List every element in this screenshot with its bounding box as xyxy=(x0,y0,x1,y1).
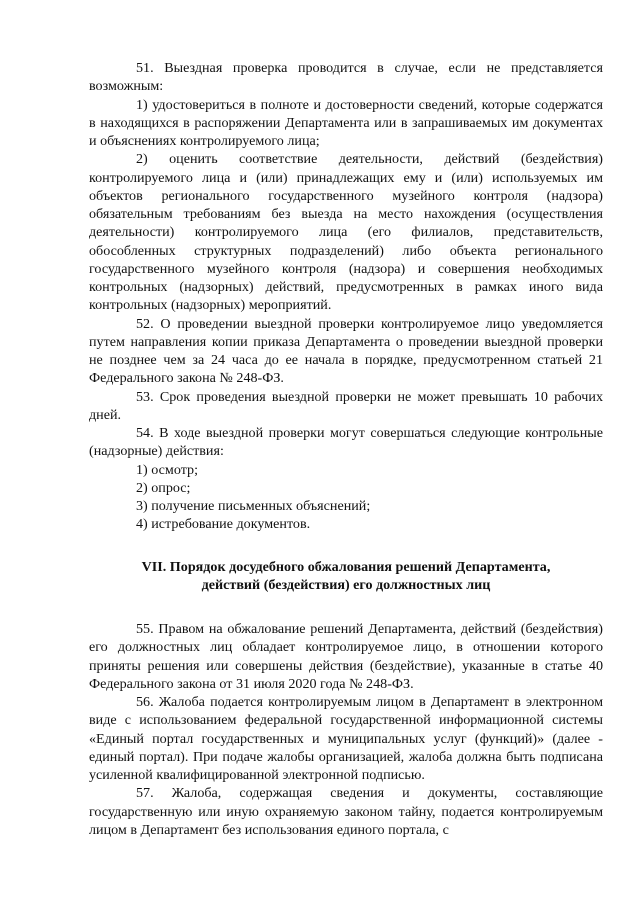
paragraph-51: 51. Выездная проверка проводится в случае, если не представляется возможным: xyxy=(89,60,603,95)
paragraph-53: 53. Срок проведения выездной проверки не может превышать 10 рабочих дней. xyxy=(89,388,603,423)
paragraph-54: 54. В ходе выездной проверки могут совершаться следующие контрольные (надзорные) действия: xyxy=(89,425,603,460)
paragraph-52: 52. О проведении выездной проверки контролируемое лицо уведомляется путем направления копии приказа Департамента о проведении выездной проверки не позднее чем за 24 часа до ее начала в порядке, предусмотренном статьей 21 Федерального закона № 248-ФЗ. xyxy=(89,315,603,387)
paragraph-51-item-2: 2) оценить соответствие деятельности, действий (бездействия) контролируемого лица и (или) принадлежащих ему и (или) используемых им объектов регионального государственного музейного контроля (надзора) обязательным требованиям без выезда на место нахождения (осуществления деятельности) контролируемого лица (его филиалов, представительств, обособленных структурных подразделений) либо объекта регионального государственного музейного контроля (надзора) и совершения необходимых контрольных (надзорных) действий, предусмотренных в рамках иного вида контрольных (надзорных) мероприятий. xyxy=(89,151,603,314)
list-item-written-explanations: 3) получение письменных объяснений; xyxy=(136,498,371,514)
document-page xyxy=(89,59,603,839)
list-item-document-request: 4) истребование документов. xyxy=(136,516,311,533)
paragraph-56: 56. Жалоба подается контролируемым лицом в Департамент в электронном виде с использованием федеральной государственной информационной системы «Единый портал государственных и муниципальных услуг (функций)» (далее - единый портал). При подаче жалобы организацией, жалоба должна быть подписана усиленной квалифицированной электронной подписью. xyxy=(89,694,603,783)
list-item-interview: 2) опрос; xyxy=(136,479,191,496)
section-heading xyxy=(89,558,603,595)
paragraph-51-item-1: 1) удостовериться в полноте и достоверности сведений, которые содержатся в находящихся в распоряжении Департамента или в запрашиваемых им документах и объяснениях контролируемого лица; xyxy=(89,96,603,149)
section-heading-line-2: действий (бездействия) его должностных лиц xyxy=(201,576,491,593)
section-heading-line-1: VII. Порядок досудебного обжалования решений Департамента, xyxy=(141,558,551,575)
paragraph-57: 57. Жалоба, содержащая сведения и документы, составляющие государственную или иную охраняемую законом тайну, подается контролируемым лицом в Департамент без использования единого портала, с xyxy=(89,785,603,838)
paragraph-55: 55. Правом на обжалование решений Департамента, действий (бездействия) его должностных лиц обладает контролируемое лицо, в отношении которого приняты решения или совершены действия (бездействие), указанные в статье 40 Федерального закона от 31 июля 2020 года № 248-ФЗ. xyxy=(89,621,603,692)
list-item-inspection: 1) осмотр; xyxy=(136,461,198,478)
